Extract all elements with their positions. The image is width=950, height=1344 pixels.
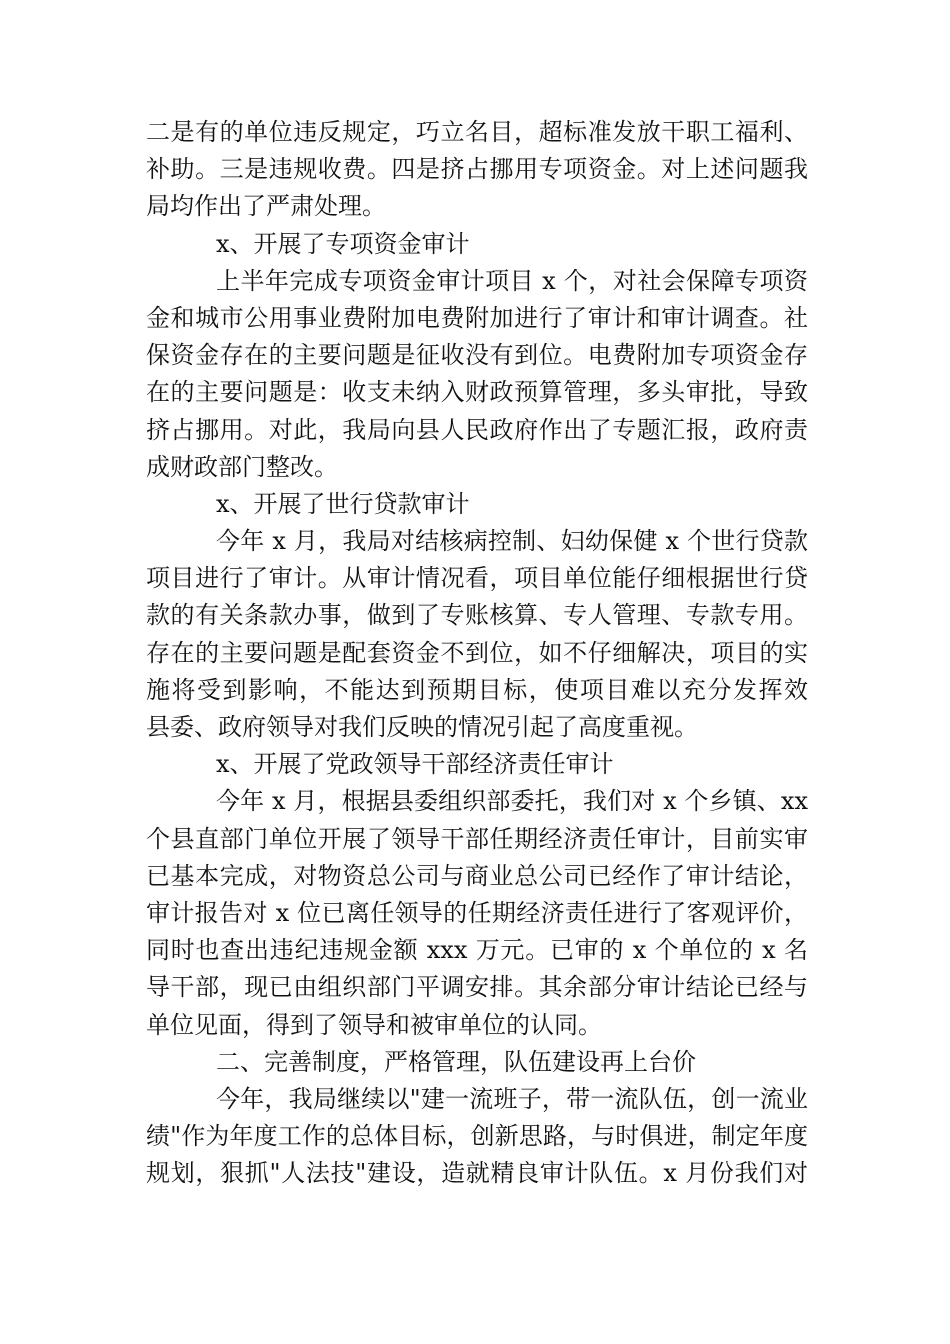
text-line: 审计报告对 x 位已离任领导的任期经济责任进行了客观评价，	[146, 898, 808, 927]
text-line: 县委、政府领导对我们反映的情况引起了高度重视。	[146, 713, 698, 741]
text-line: 今年 x 月，根据县委组织部委托，我们对 x 个乡镇、xx	[216, 787, 808, 816]
text-line: 今年，我局继续以"建一流班子，带一流队伍，创一流业	[216, 1084, 808, 1113]
text-line: 挤占挪用。对此，我局向县人民政府作出了专题汇报，政府责	[146, 415, 808, 444]
text-line: 局均作出了严肃处理。	[146, 192, 386, 221]
text-line: x、开展了党政领导干部经济责任审计	[216, 750, 614, 779]
text-line: 个县直部门单位开展了领导干部任期经济责任审计，目前实审	[146, 824, 808, 853]
text-line: 规划，狠抓"人法技"建设，造就精良审计队伍。x 月份我们对	[146, 1159, 808, 1188]
text-line: 已基本完成，对物资总公司与商业总公司已经作了审计结论，	[146, 861, 808, 890]
text-line: 存在的主要问题是配套资金不到位，如不仔细解决，项目的实	[146, 638, 808, 667]
text-line: 二是有的单位违反规定，巧立名目，超标准发放干职工福利、	[146, 118, 808, 146]
text-line: 保资金存在的主要问题是征收没有到位。电费附加专项资金存	[146, 341, 808, 370]
text-line: 补助。三是违规收费。四是挤占挪用专项资金。对上述问题我	[146, 155, 808, 184]
text-line: 上半年完成专项资金审计项目 x 个，对社会保障专项资	[216, 266, 808, 295]
text-line: 单位见面，得到了领导和被审单位的认同。	[146, 1010, 602, 1039]
text-line: 绩"作为年度工作的总体目标，创新思路，与时俱进，制定年度	[146, 1122, 808, 1151]
text-line: x、开展了世行贷款审计	[216, 489, 470, 518]
text-line: 二、完善制度，严格管理，队伍建设再上台价	[216, 1047, 696, 1076]
text-line: 项目进行了审计。从审计情况看，项目单位能仔细根据世行贷	[146, 564, 808, 593]
document-body	[146, 114, 808, 1192]
text-line: 成财政部门整改。	[146, 452, 338, 481]
text-line: 同时也查出违纪违规金额 xxx 万元。已审的 x 个单位的 x 名	[146, 936, 808, 965]
text-line: 今年 x 月，我局对结核病控制、妇幼保健 x 个世行贷款	[216, 527, 808, 556]
text-line: 施将受到影响，不能达到预期目标，使项目难以充分发挥效	[146, 675, 808, 704]
text-line: x、开展了专项资金审计	[216, 229, 470, 258]
text-line: 在的主要问题是：收支未纳入财政预算管理，多头审批，导致	[146, 378, 808, 407]
text-line: 金和城市公用事业费附加电费附加进行了审计和审计调查。社	[146, 303, 808, 332]
text-line: 导干部，现已由组织部门平调安排。其余部分审计结论已经与	[146, 973, 808, 1002]
text-line: 款的有关条款办事，做到了专账核算、专人管理、专款专用。	[146, 601, 808, 630]
